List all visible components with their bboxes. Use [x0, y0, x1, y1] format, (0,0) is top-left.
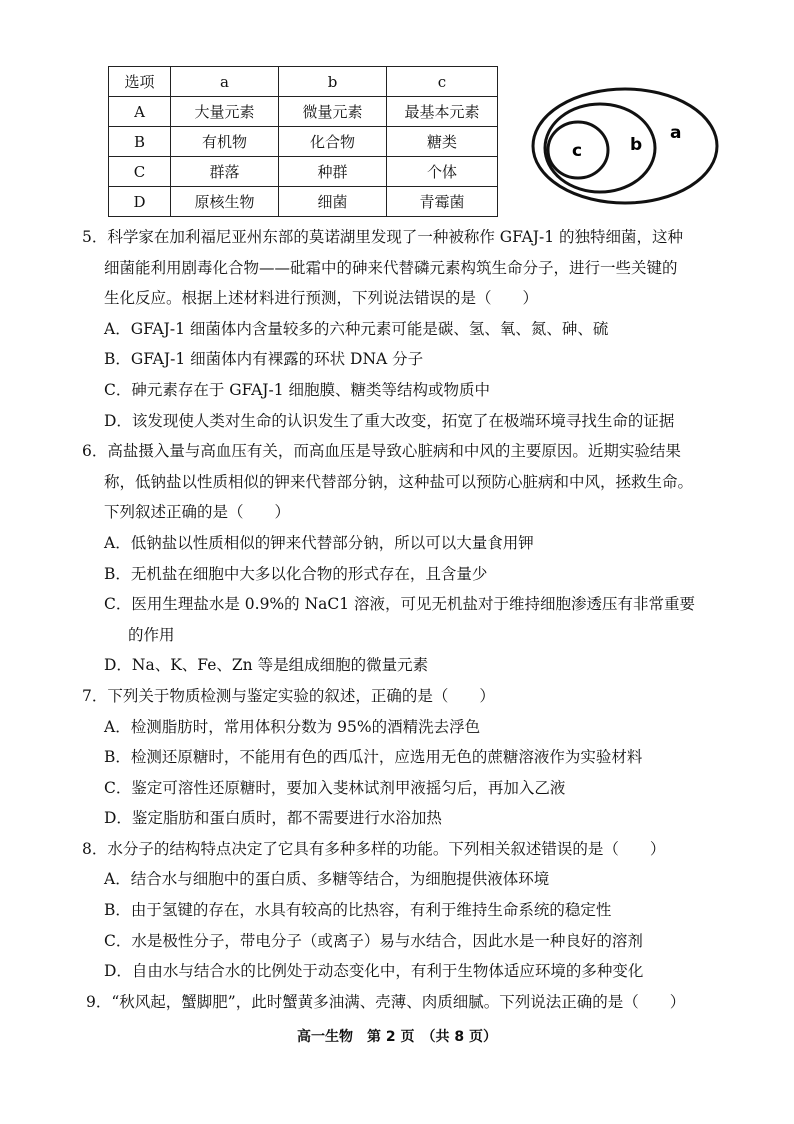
table-header-row [109, 67, 498, 97]
table-cell: 选项 [109, 67, 171, 97]
question-6 [0, 436, 794, 681]
answer-option-b[interactable]: B．检测还原糖时，不能用有色的西瓜汁，应选用无色的蔗糖溶液作为实验材料 [104, 748, 643, 767]
table-cell: 细菌 [279, 187, 387, 217]
question-stem-line: 下列叙述正确的是（ ） [104, 503, 291, 522]
answer-option-c[interactable]: 的作用 [128, 625, 175, 644]
question-7 [0, 681, 794, 834]
question-9 [0, 987, 794, 1018]
question-stem-line: 7．下列关于物质检测与鉴定实验的叙述，正确的是（ ） [82, 686, 495, 705]
label-a: a [670, 123, 682, 143]
question-stem-line: 生化反应。根据上述材料进行预测，下列说法错误的是（ ） [104, 289, 539, 308]
table-cell: 原核生物 [171, 187, 279, 217]
options-table [108, 66, 498, 217]
table-cell: B [109, 127, 171, 157]
question-8 [0, 834, 794, 987]
question-stem-line: 细菌能利用剧毒化合物——砒霜中的砷来代替磷元素构筑生命分子，进行一些关键的 [104, 258, 678, 277]
table-cell: 化合物 [279, 127, 387, 157]
table-cell: 大量元素 [171, 97, 279, 127]
answer-option-a[interactable]: A．GFAJ-1 细菌体内含量较多的六种元素可能是碳、氢、氧、氮、砷、硫 [104, 319, 609, 338]
question-stem-line: 称，低钠盐以性质相似的钾来代替部分钠，这种盐可以预防心脏病和中风，拯救生命。 [104, 472, 694, 491]
table-cell: D [109, 187, 171, 217]
table-cell: 种群 [279, 157, 387, 187]
question-stem-line: 5．科学家在加利福尼亚州东部的莫诺湖里发现了一种被称作 GFAJ-1 的独特细菌，这种 [82, 228, 684, 246]
page-footer: 高一生物 第 2 页 （共 8 页） [297, 1029, 497, 1045]
question-5 [0, 222, 794, 436]
answer-option-c[interactable]: C．鉴定可溶性还原糖时，要加入斐林试剂甲液摇匀后，再加入乙液 [104, 778, 566, 797]
table-cell: 微量元素 [279, 97, 387, 127]
answer-option-d[interactable]: D．该发现使人类对生命的认识发生了重大改变，拓宽了在极端环境寻找生命的证据 [104, 411, 675, 430]
table-cell: b [279, 67, 387, 97]
answer-option-c[interactable]: C．砷元素存在于 GFAJ-1 细胞膜、糖类等结构或物质中 [104, 380, 491, 399]
table-cell: 糖类 [387, 127, 498, 157]
table-row [109, 187, 498, 217]
answer-option-b[interactable]: B．GFAJ-1 细菌体内有裸露的环状 DNA 分子 [104, 350, 424, 369]
table-cell: C [109, 157, 171, 187]
answer-option-a[interactable]: A．低钠盐以性质相似的钾来代替部分钠，所以可以大量食用钾 [104, 533, 534, 552]
table-cell: a [171, 67, 279, 97]
table-cell: 个体 [387, 157, 498, 187]
answer-option-d[interactable]: D．自由水与结合水的比例处于动态变化中，有利于生物体适应环境的多种变化 [104, 962, 644, 981]
questions-area [0, 222, 794, 1017]
question-stem-line: 8．水分子的结构特点决定了它具有多种多样的功能。下列相关叙述错误的是（ ） [82, 839, 666, 858]
answer-option-d[interactable]: D．Na、K、Fe、Zn 等是组成细胞的微量元素 [104, 656, 429, 675]
table-row [109, 157, 498, 187]
question-stem-line: 6．高盐摄入量与高血压有关，而高血压是导致心脏病和中风的主要原因。近期实验结果 [82, 442, 681, 461]
answer-option-d[interactable]: D．鉴定脂肪和蛋白质时，都不需要进行水浴加热 [104, 809, 442, 828]
answer-option-a[interactable]: A．结合水与细胞中的蛋白质、多糖等结合，为细胞提供液体环境 [104, 870, 550, 889]
answer-option-a[interactable]: A．检测脂肪时，常用体积分数为 95%的酒精洗去浮色 [104, 717, 481, 736]
answer-option-c[interactable]: C．水是极性分子，带电分子（或离子）易与水结合，因此水是一种良好的溶剂 [104, 931, 643, 950]
table-cell: 最基本元素 [387, 97, 498, 127]
table-cell: c [387, 67, 498, 97]
answer-option-c[interactable]: C．医用生理盐水是 0.9%的 NaC1 溶液，可见无机盐对于维持细胞渗透压有非常重要 [104, 595, 696, 614]
table-row [109, 127, 498, 157]
question-stem-line: 9．“秋风起，蟹脚肥”，此时蟹黄多油满、壳薄、肉质细腻。下列说法正确的是（ ） [86, 992, 686, 1011]
nested-circles-diagram [530, 86, 720, 206]
table-cell: 有机物 [171, 127, 279, 157]
table-cell: A [109, 97, 171, 127]
answer-option-b[interactable]: B．无机盐在细胞中大多以化合物的形式存在，且含量少 [104, 564, 488, 583]
answer-option-b[interactable]: B．由于氢键的存在，水具有较高的比热容，有利于维持生命系统的稳定性 [104, 901, 612, 920]
label-b: b [630, 135, 643, 155]
table-row [109, 97, 498, 127]
table-cell: 群落 [171, 157, 279, 187]
table-cell: 青霉菌 [387, 187, 498, 217]
label-c: c [572, 141, 583, 161]
